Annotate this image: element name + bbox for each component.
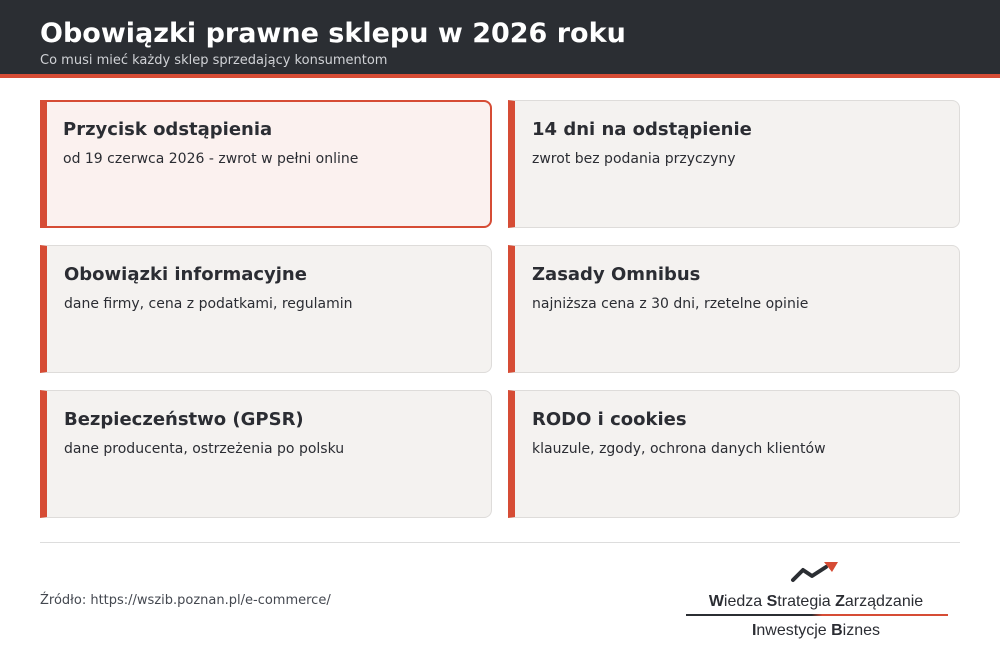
card-title: 14 dni na odstąpienie <box>532 119 752 140</box>
logo-text-line2: Inwestycje Biznes <box>751 622 881 639</box>
card-gpsr <box>40 390 492 518</box>
logo-text-line1: Wiedza Strategia Zarządzanie <box>708 593 924 610</box>
footer-divider <box>40 542 960 543</box>
card-information-duties <box>40 245 492 373</box>
card-description: klauzule, zgody, ochrona danych klientów <box>532 441 826 457</box>
card-title: Przycisk odstąpienia <box>63 119 273 140</box>
card-description: dane firmy, cena z podatkami, regulamin <box>64 296 353 312</box>
source-note: Źródło: https://wszib.poznan.pl/e-commerce/ <box>40 593 331 608</box>
wszib-logo <box>684 560 952 644</box>
trend-arrow-icon <box>790 560 840 586</box>
page-subtitle: Co musi mieć każdy sklep sprzedający konsumentom <box>40 53 388 68</box>
card-title: RODO i cookies <box>532 409 687 430</box>
card-14-days <box>508 100 960 228</box>
card-description: najniższa cena z 30 dni, rzetelne opinie <box>532 296 809 312</box>
card-description: dane producenta, ostrzeżenia po polsku <box>64 441 345 457</box>
card-rodo-cookies <box>508 390 960 518</box>
logo-underline <box>686 614 948 616</box>
header-banner <box>0 0 1000 78</box>
card-title: Zasady Omnibus <box>532 264 701 285</box>
card-description: zwrot bez podania przyczyny <box>532 151 736 167</box>
page-title: Obowiązki prawne sklepu w 2026 roku <box>40 18 626 49</box>
card-withdrawal-button <box>40 100 492 228</box>
card-omnibus <box>508 245 960 373</box>
card-title: Obowiązki informacyjne <box>64 264 307 285</box>
card-description: od 19 czerwca 2026 - zwrot w pełni online <box>63 151 359 167</box>
card-title: Bezpieczeństwo (GPSR) <box>64 409 304 430</box>
